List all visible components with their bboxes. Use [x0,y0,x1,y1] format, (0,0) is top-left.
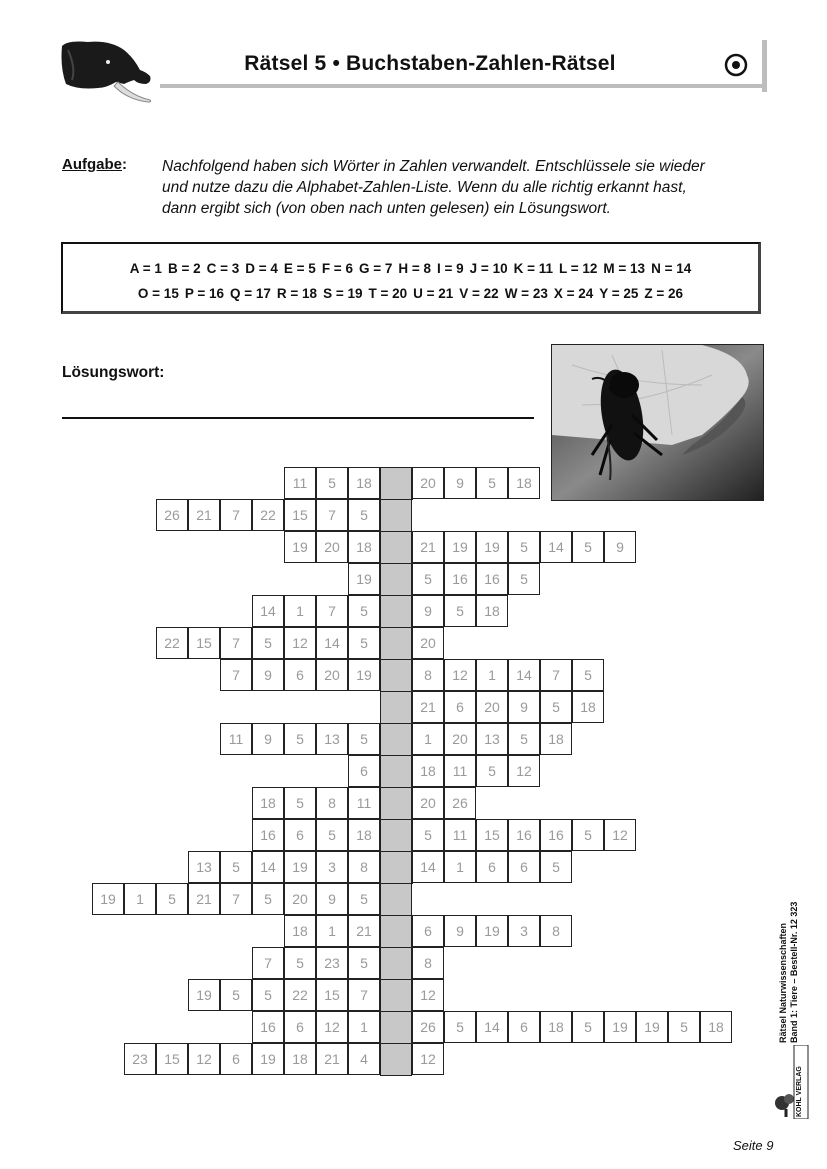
solution-cell-divider [381,691,413,692]
puzzle-cell[interactable]: 18 [348,467,380,499]
solution-cell-divider [381,755,413,756]
alphabet-entry: A = 1 [129,261,162,276]
puzzle-cell[interactable]: 8 [412,947,444,979]
puzzle-cell[interactable]: 19 [284,851,316,883]
puzzle-cell[interactable]: 7 [220,499,252,531]
puzzle-cell[interactable]: 5 [508,563,540,595]
puzzle-cell[interactable]: 4 [348,1043,380,1075]
alphabet-entry: K = 11 [513,261,553,276]
puzzle-cell[interactable]: 18 [252,787,284,819]
puzzle-cell[interactable]: 19 [476,915,508,947]
puzzle-cell[interactable]: 9 [412,595,444,627]
puzzle-cell[interactable]: 5 [572,531,604,563]
puzzle-cell[interactable]: 6 [284,1011,316,1043]
puzzle-cell[interactable]: 5 [284,947,316,979]
alphabet-entry: N = 14 [651,261,692,276]
puzzle-cell[interactable]: 26 [444,787,476,819]
puzzle-cell[interactable]: 8 [348,851,380,883]
puzzle-cell[interactable]: 22 [284,979,316,1011]
puzzle-cell[interactable]: 5 [444,595,476,627]
puzzle-cell[interactable]: 9 [316,883,348,915]
puzzle-cell[interactable]: 13 [316,723,348,755]
task-line: und nutze dazu die Alphabet-Zahlen-Liste. Wenn du alle richtig erkannt hast, [162,179,687,196]
puzzle-cell[interactable]: 12 [316,1011,348,1043]
alphabet-entry: S = 19 [323,286,363,301]
puzzle-cell[interactable]: 19 [348,563,380,595]
publisher-logo [772,1045,812,1119]
puzzle-cell[interactable]: 1 [124,883,156,915]
puzzle-cell[interactable]: 16 [252,1011,284,1043]
task-line: dann ergibt sich (von oben nach unten gelesen) ein Lösungswort. [162,200,611,217]
publisher-name: KOHL VERLAG [796,1066,803,1117]
puzzle-cell[interactable]: 18 [700,1011,732,1043]
puzzle-cell[interactable]: 5 [348,627,380,659]
puzzle-cell[interactable]: 18 [348,531,380,563]
puzzle-cell[interactable]: 20 [284,883,316,915]
puzzle-cell[interactable]: 14 [252,851,284,883]
alphabet-entry: G = 7 [358,261,393,276]
alphabet-entry: V = 22 [459,286,499,301]
alphabet-entry: H = 8 [398,261,432,276]
puzzle-cell[interactable]: 19 [188,979,220,1011]
puzzle-cell[interactable]: 5 [156,883,188,915]
solution-cell-divider [381,595,413,596]
puzzle-cell[interactable]: 7 [316,595,348,627]
puzzle-cell[interactable]: 14 [412,851,444,883]
puzzle-cell[interactable]: 20 [476,691,508,723]
puzzle-cell[interactable]: 18 [348,819,380,851]
alphabet-entry: X = 24 [553,286,594,301]
puzzle-cell[interactable]: 26 [156,499,188,531]
solution-cell-divider [381,851,413,852]
puzzle-cell[interactable]: 5 [252,883,284,915]
puzzle-cell[interactable]: 6 [284,659,316,691]
puzzle-cell[interactable]: 5 [412,819,444,851]
puzzle-cell[interactable]: 5 [668,1011,700,1043]
puzzle-cell[interactable]: 23 [316,947,348,979]
puzzle-cell[interactable]: 7 [316,499,348,531]
solution-cell-divider [381,563,413,564]
puzzle-cell[interactable]: 11 [348,787,380,819]
alphabet-entry: C = 3 [206,261,240,276]
puzzle-cell[interactable]: 16 [476,563,508,595]
solution-cell-divider [381,787,413,788]
puzzle-cell[interactable]: 12 [444,659,476,691]
puzzle-cell[interactable]: 20 [412,467,444,499]
book-info-sidebar [778,873,818,1043]
puzzle-cell[interactable]: 3 [316,851,348,883]
puzzle-cell[interactable]: 5 [476,467,508,499]
puzzle-cell[interactable]: 16 [540,819,572,851]
puzzle-cell[interactable]: 8 [540,915,572,947]
solution-cell-divider [381,947,413,948]
puzzle-cell[interactable]: 5 [220,851,252,883]
puzzle-cell[interactable]: 20 [412,787,444,819]
alphabet-entry: F = 6 [321,261,353,276]
puzzle-cell[interactable]: 21 [188,883,220,915]
solution-cell-divider [381,819,413,820]
puzzle-cell[interactable]: 7 [220,883,252,915]
puzzle-cell[interactable]: 15 [284,499,316,531]
alphabet-entry: T = 20 [368,286,408,301]
alphabet-entry: E = 5 [283,261,316,276]
puzzle-cell[interactable]: 5 [572,659,604,691]
alphabet-entry: I = 9 [437,261,464,276]
puzzle-cell[interactable]: 7 [220,659,252,691]
puzzle-cell[interactable]: 22 [252,499,284,531]
puzzle-cell[interactable]: 1 [412,723,444,755]
puzzle-cell[interactable]: 13 [188,851,220,883]
puzzle-cell[interactable]: 14 [508,659,540,691]
puzzle-cell[interactable]: 20 [412,627,444,659]
puzzle-cell[interactable]: 5 [348,499,380,531]
solution-cell-divider [381,915,413,916]
puzzle-cell[interactable]: 21 [348,915,380,947]
puzzle-cell[interactable]: 5 [284,723,316,755]
alphabet-entry: O = 15 [137,286,179,301]
puzzle-cell[interactable]: 14 [476,1011,508,1043]
puzzle-cell[interactable]: 7 [252,947,284,979]
puzzle-cell[interactable]: 5 [252,979,284,1011]
alphabet-entry: R = 18 [276,286,318,301]
puzzle-cell[interactable]: 18 [572,691,604,723]
puzzle-cell[interactable]: 6 [220,1043,252,1075]
puzzle-cell[interactable]: 12 [284,627,316,659]
task-label: Aufgabe: [62,156,127,173]
puzzle-cell[interactable]: 8 [412,659,444,691]
book-order-number: Band 1: Tiere – Bestell-Nr. 12 323 [789,901,799,1043]
puzzle-cell[interactable]: 5 [572,819,604,851]
alphabet-entry: L = 12 [559,261,598,276]
puzzle-cell[interactable]: 19 [476,531,508,563]
puzzle-cell[interactable]: 5 [252,627,284,659]
puzzle-cell[interactable]: 5 [540,691,572,723]
puzzle-cell[interactable]: 20 [444,723,476,755]
puzzle-cell[interactable]: 1 [348,1011,380,1043]
puzzle-cell[interactable]: 19 [252,1043,284,1075]
alphabet-entry: B = 2 [167,261,201,276]
puzzle-cell[interactable]: 26 [412,1011,444,1043]
puzzle-cell[interactable]: 19 [604,1011,636,1043]
solution-cell-divider [381,883,413,884]
puzzle-cell[interactable]: 21 [316,1043,348,1075]
puzzle-cell[interactable]: 15 [188,627,220,659]
solution-cell-divider [381,1043,413,1044]
puzzle-cell[interactable]: 21 [188,499,220,531]
puzzle-cell[interactable]: 5 [540,851,572,883]
puzzle-cell[interactable]: 9 [508,691,540,723]
puzzle-cell[interactable]: 1 [284,595,316,627]
puzzle-cell[interactable]: 5 [316,819,348,851]
task-line: Nachfolgend haben sich Wörter in Zahlen verwandelt. Entschlüssele sie wieder [162,158,705,175]
puzzle-cell[interactable]: 15 [476,819,508,851]
title-underline [160,84,764,88]
puzzle-cell[interactable]: 19 [92,883,124,915]
solution-cell-divider [381,499,413,500]
puzzle-cell[interactable]: 1 [444,851,476,883]
puzzle-cell[interactable]: 18 [476,595,508,627]
puzzle-cell[interactable]: 19 [284,531,316,563]
puzzle-cell[interactable]: 5 [348,883,380,915]
puzzle-cell[interactable]: 11 [220,723,252,755]
puzzle-cell[interactable]: 19 [348,659,380,691]
puzzle-cell[interactable]: 18 [540,1011,572,1043]
alphabet-entry: P = 16 [184,286,224,301]
puzzle-cell[interactable]: 11 [444,819,476,851]
puzzle-cell[interactable]: 12 [604,819,636,851]
puzzle-cell[interactable]: 18 [412,755,444,787]
puzzle-cell[interactable]: 5 [508,531,540,563]
book-series: Rätsel Naturwissenschaften [778,922,788,1043]
puzzle-cell[interactable]: 5 [476,755,508,787]
puzzle-cell[interactable]: 6 [348,755,380,787]
puzzle-cell[interactable]: 12 [188,1043,220,1075]
task-text [162,156,762,219]
solution-cell-divider [381,627,413,628]
puzzle-cell[interactable]: 16 [252,819,284,851]
puzzle-cell[interactable]: 5 [508,723,540,755]
alphabet-row [63,286,758,301]
puzzle-cell[interactable]: 3 [508,915,540,947]
puzzle-cell[interactable]: 11 [444,755,476,787]
alphabet-entry: D = 4 [245,261,278,276]
puzzle-cell[interactable]: 22 [156,627,188,659]
alphabet-entry: Z = 26 [644,286,684,301]
puzzle-cell[interactable]: 15 [316,979,348,1011]
puzzle-cell[interactable]: 18 [284,915,316,947]
page-title: Rätsel 5 • Buchstaben-Zahlen-Rätsel [244,52,616,75]
puzzle-cell[interactable]: 21 [412,691,444,723]
puzzle-cell[interactable]: 5 [348,947,380,979]
puzzle-cell[interactable]: 5 [316,467,348,499]
alphabet-entry: M = 13 [603,261,646,276]
solution-cell-divider [381,979,413,980]
puzzle-cell[interactable]: 9 [252,723,284,755]
puzzle-cell[interactable]: 9 [604,531,636,563]
puzzle-cell[interactable]: 21 [412,531,444,563]
puzzle-cell[interactable]: 8 [316,787,348,819]
puzzle-cell[interactable]: 7 [220,627,252,659]
puzzle-cell[interactable]: 6 [284,819,316,851]
puzzle-cell[interactable]: 5 [412,563,444,595]
solution-cell-divider [381,659,413,660]
page-number: Seite 9 [733,1138,774,1153]
alphabet-entry: Y = 25 [599,286,639,301]
alphabet-entry: Q = 17 [230,286,271,301]
puzzle-cell[interactable]: 7 [540,659,572,691]
puzzle-cell[interactable]: 15 [156,1043,188,1075]
solution-cell-divider [381,723,413,724]
puzzle-cell[interactable]: 5 [444,1011,476,1043]
puzzle-cell[interactable]: 16 [508,819,540,851]
puzzle-cell[interactable]: 18 [284,1043,316,1075]
puzzle-cell[interactable]: 6 [508,1011,540,1043]
puzzle-cell[interactable]: 11 [284,467,316,499]
puzzle-cell[interactable]: 18 [508,467,540,499]
puzzle-cell[interactable]: 5 [284,787,316,819]
puzzle-cell[interactable]: 9 [444,467,476,499]
puzzle-cell[interactable]: 16 [444,563,476,595]
puzzle-cell[interactable]: 23 [124,1043,156,1075]
puzzle-cell[interactable]: 12 [412,979,444,1011]
puzzle-cell[interactable]: 6 [508,851,540,883]
puzzle-cell[interactable]: 5 [220,979,252,1011]
puzzle-cell[interactable]: 5 [572,1011,604,1043]
solution-column[interactable] [380,467,412,1076]
puzzle-cell[interactable]: 9 [444,915,476,947]
puzzle-cell[interactable]: 13 [476,723,508,755]
puzzle-cell[interactable]: 6 [444,691,476,723]
target-circle-icon [724,53,748,77]
bee-on-leaf-photo [551,344,764,501]
solution-cell-divider [381,531,413,532]
puzzle-cell[interactable]: 12 [508,755,540,787]
puzzle-cell[interactable]: 9 [252,659,284,691]
puzzle-cell[interactable]: 7 [348,979,380,1011]
puzzle-cell[interactable]: 1 [316,915,348,947]
puzzle-cell[interactable]: 18 [540,723,572,755]
puzzle-cell[interactable]: 14 [316,627,348,659]
puzzle-cell[interactable]: 12 [412,1043,444,1075]
puzzle-cell[interactable]: 6 [412,915,444,947]
puzzle-cell[interactable]: 5 [348,595,380,627]
alphabet-number-list [61,242,761,314]
puzzle-cell[interactable]: 19 [636,1011,668,1043]
alphabet-row [63,261,758,276]
alphabet-entry: J = 10 [469,261,508,276]
solution-answer-line[interactable] [62,417,534,419]
puzzle-cell[interactable]: 5 [348,723,380,755]
puzzle-cell[interactable]: 14 [540,531,572,563]
puzzle-cell[interactable]: 1 [476,659,508,691]
puzzle-cell[interactable]: 14 [252,595,284,627]
solution-cell-divider [381,1011,413,1012]
elephant-head-icon [58,38,154,108]
alphabet-entry: U = 21 [413,286,454,301]
puzzle-cell[interactable]: 6 [476,851,508,883]
puzzle-cell[interactable]: 20 [316,531,348,563]
alphabet-entry: W = 23 [504,286,548,301]
puzzle-cell[interactable]: 19 [444,531,476,563]
puzzle-cell[interactable]: 20 [316,659,348,691]
solution-label: Lösungswort: [62,364,165,381]
